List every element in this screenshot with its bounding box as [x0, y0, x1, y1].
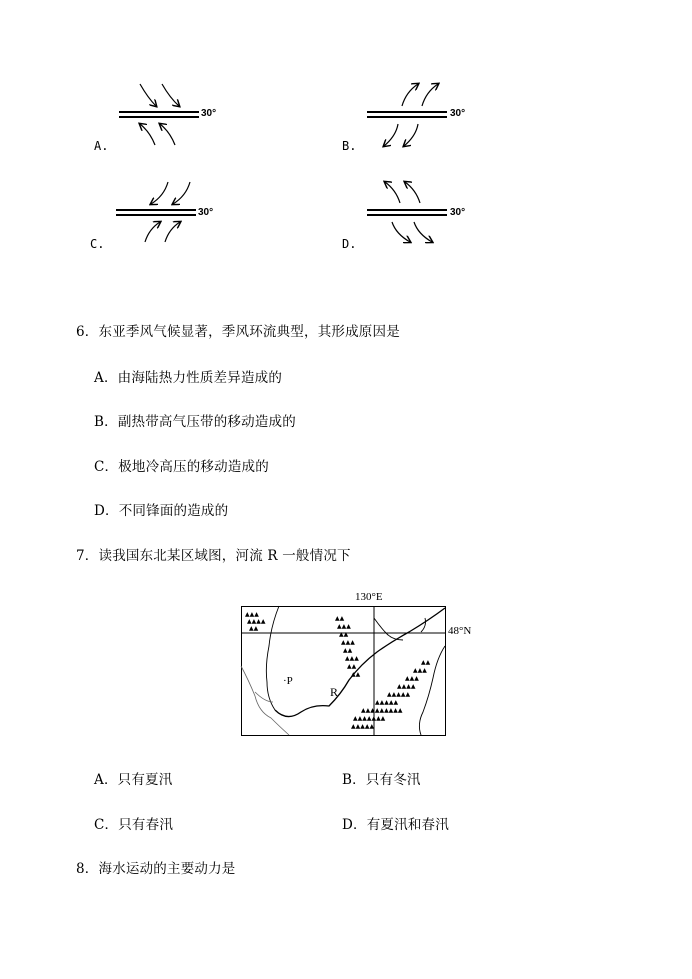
option-d-diagram — [367, 182, 447, 242]
q6-stem: 6．东亚季风气候显著，季风环流典型，其形成原因是 — [76, 324, 400, 340]
q6-option-d[interactable]: D．不同锋面的造成的 — [94, 503, 229, 519]
q7-option-c[interactable]: C．只有春汛 — [94, 817, 174, 833]
option-b-diagram — [367, 84, 447, 146]
map-longitude-label: 130°E — [355, 591, 383, 603]
svg-text:▲▲▲▲▲▲▲▲▲: ▲▲▲▲▲▲▲▲▲ — [361, 707, 403, 714]
svg-text:▲▲▲: ▲▲▲ — [245, 611, 259, 618]
q7-option-d[interactable]: D．有夏汛和春汛 — [342, 817, 449, 833]
option-c-latitude: 30° — [198, 207, 214, 218]
q6-option-b[interactable]: B．副热带高气压带的移动造成的 — [94, 414, 296, 430]
option-a-diagram — [119, 84, 199, 145]
option-d-label[interactable]: D. — [342, 237, 357, 251]
svg-text:▲▲: ▲▲ — [343, 647, 353, 654]
svg-text:▲▲▲: ▲▲▲ — [341, 639, 355, 646]
svg-text:▲▲: ▲▲ — [351, 671, 361, 678]
q6-option-a[interactable]: A．由海陆热力性质差异造成的 — [94, 370, 283, 386]
svg-text:▲▲: ▲▲ — [335, 615, 345, 622]
map-latitude-label: 48°N — [448, 625, 472, 637]
option-c-diagram — [116, 182, 196, 242]
svg-text:▲▲▲: ▲▲▲ — [337, 623, 351, 630]
q7-option-a[interactable]: A．只有夏汛 — [94, 772, 173, 788]
q6-option-c[interactable]: C．极地冷高压的移动造成的 — [94, 459, 269, 475]
svg-text:▲▲▲: ▲▲▲ — [345, 655, 359, 662]
q8-stem: 8．海水运动的主要动力是 — [76, 861, 236, 877]
svg-text:▲▲▲▲▲: ▲▲▲▲▲ — [375, 699, 399, 706]
option-d-latitude: 30° — [450, 207, 466, 218]
option-b-label[interactable]: B. — [342, 139, 357, 153]
q7-region-map — [241, 606, 446, 736]
svg-text:▲▲: ▲▲ — [347, 663, 357, 670]
q7-option-b[interactable]: B．只有冬汛 — [342, 772, 421, 788]
svg-text:▲▲: ▲▲ — [249, 625, 259, 632]
option-a-latitude: 30° — [201, 108, 217, 119]
svg-text:▲▲▲▲▲: ▲▲▲▲▲ — [351, 723, 375, 730]
svg-text:▲▲: ▲▲ — [339, 631, 349, 638]
option-b-latitude: 30° — [450, 108, 466, 119]
option-a-label[interactable]: A. — [94, 139, 109, 153]
svg-text:▲▲▲: ▲▲▲ — [413, 667, 427, 674]
svg-text:▲▲▲▲: ▲▲▲▲ — [247, 618, 266, 625]
q5-diagrams — [0, 0, 692, 260]
option-c-label[interactable]: C. — [90, 237, 105, 251]
map-river-r: R — [330, 685, 339, 699]
q7-stem: 7．读我国东北某区域图，河流 R 一般情况下 — [76, 548, 351, 564]
map-point-p: ·P — [283, 675, 293, 687]
svg-text:▲▲▲▲: ▲▲▲▲ — [397, 683, 416, 690]
svg-text:▲▲▲▲▲: ▲▲▲▲▲ — [387, 691, 411, 698]
svg-text:▲▲▲▲▲▲▲: ▲▲▲▲▲▲▲ — [353, 715, 386, 722]
svg-text:▲▲: ▲▲ — [421, 659, 431, 666]
svg-text:▲▲▲: ▲▲▲ — [405, 675, 419, 682]
